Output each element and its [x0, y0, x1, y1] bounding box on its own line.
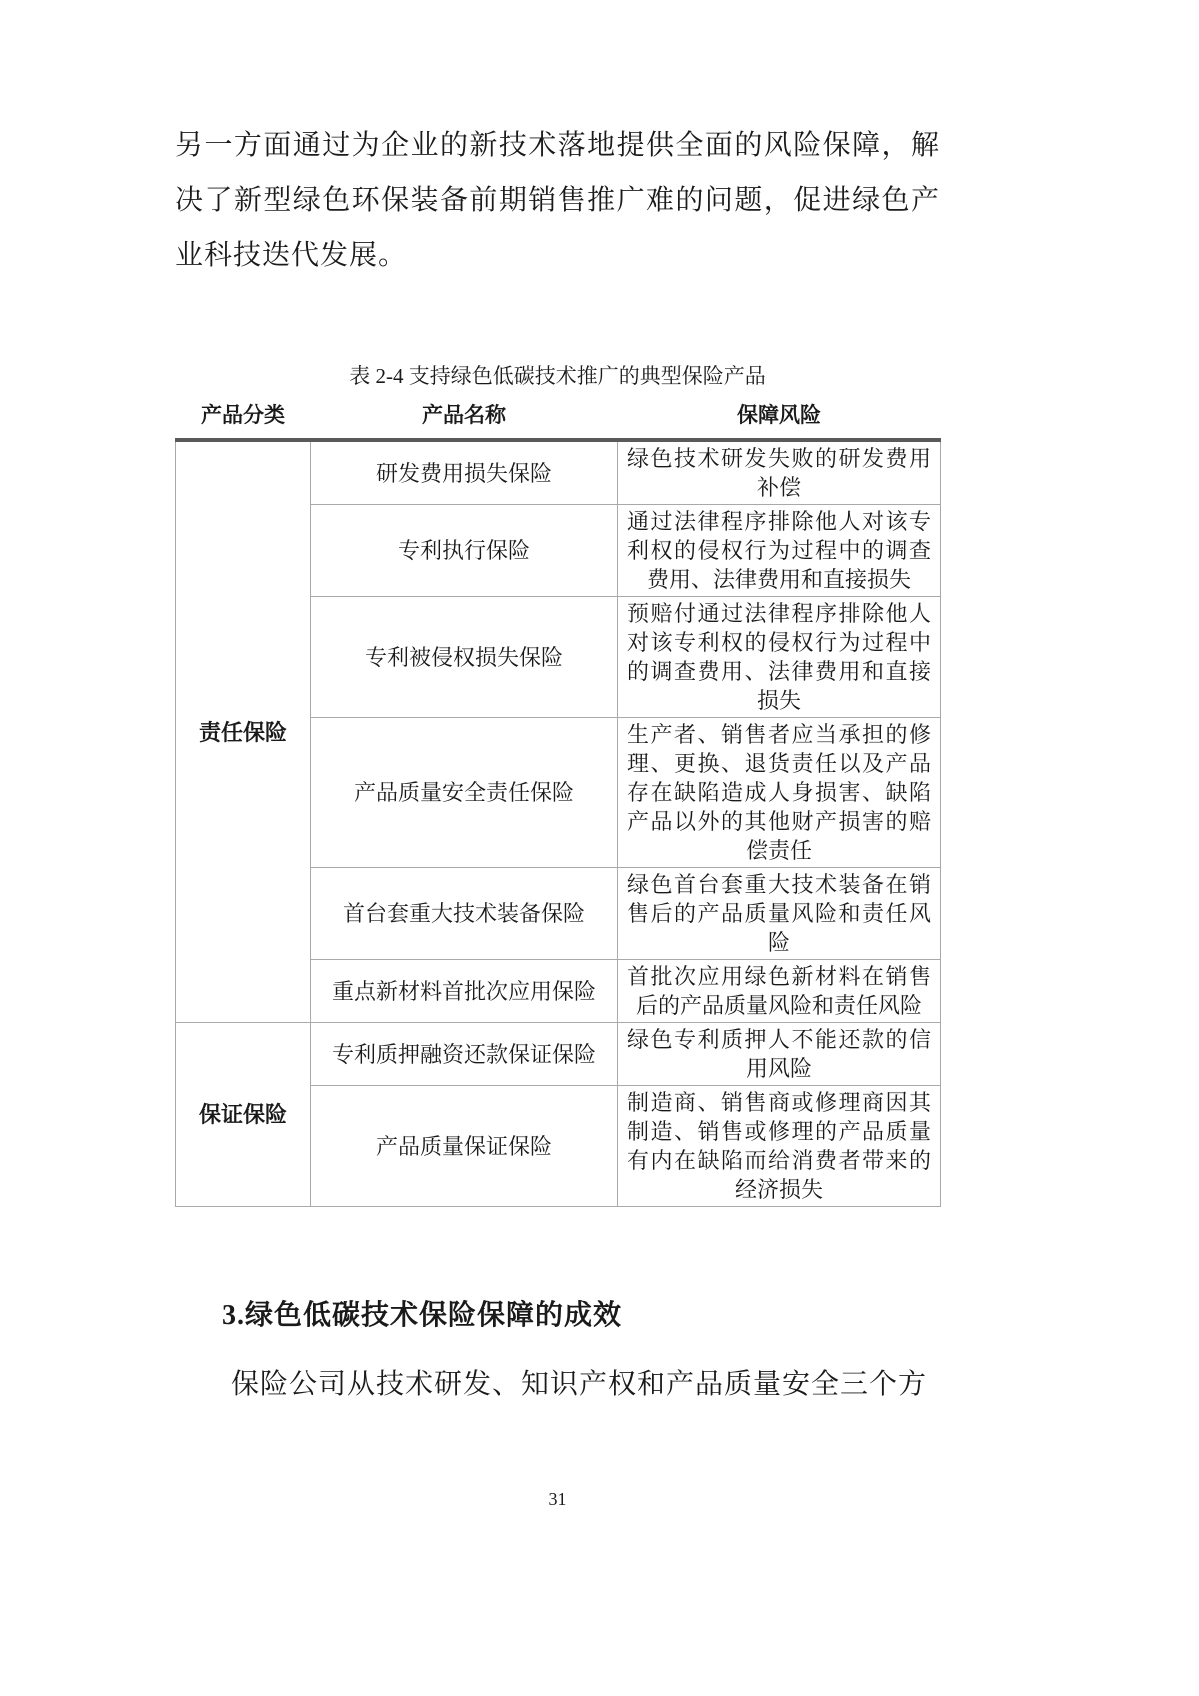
column-header-risk: 保障风险: [618, 393, 941, 440]
product-name-label: 首台套重大技术装备保险: [339, 898, 589, 929]
covered-risk-cell: 绿色技术研发失败的研发费用补偿: [618, 440, 941, 505]
table-row: [176, 1023, 941, 1086]
table-header-row: [176, 393, 941, 440]
product-name-label: 专利质押融资还款保证保险: [328, 1039, 600, 1070]
product-name-cell: [311, 597, 618, 718]
covered-risk-cell: 生产者、销售者应当承担的修理、更换、退货责任以及产品存在缺陷造成人身损害、缺陷产品以外的其他财产损害的赔偿责任: [618, 718, 941, 868]
category-cell: [176, 440, 311, 1023]
covered-risk-cell: 绿色专利质押人不能还款的信用风险: [618, 1023, 941, 1086]
section-paragraph: 保险公司从技术研发、知识产权和产品质量安全三个方: [231, 1369, 928, 1400]
covered-risk-cell: 预赔付通过法律程序排除他人对该专利权的侵权行为过程中的调查费用、法律费用和直接损失: [618, 597, 941, 718]
covered-risk-cell: 绿色首台套重大技术装备在销售后的产品质量风险和责任风险: [618, 868, 941, 960]
table-caption: 表 2-4 支持绿色低碳技术推广的典型保险产品: [349, 364, 766, 388]
column-header-product: 产品名称: [311, 393, 618, 440]
category-label: 责任保险: [195, 717, 291, 748]
product-name-cell: [311, 1023, 618, 1086]
page-number: 31: [548, 1489, 567, 1509]
product-name-cell: [311, 440, 618, 505]
page-content: [175, 0, 940, 1412]
covered-risk-cell: 首批次应用绿色新材料在销售后的产品质量风险和责任风险: [618, 960, 941, 1023]
covered-risk-cell: 制造商、销售商或修理商因其制造、销售或修理的产品质量有内在缺陷而给消费者带来的经济损失: [618, 1086, 941, 1207]
covered-risk-cell: 通过法律程序排除他人对该专利权的侵权行为过程中的调查费用、法律费用和直接损失: [618, 505, 941, 597]
product-name-cell: 产品质量保证保险: [311, 1086, 618, 1207]
product-name-label: 研发费用损失保险: [372, 458, 556, 489]
section-heading: 3.绿色低碳技术保险保障的成效: [222, 1300, 623, 1331]
product-name-label: 专利被侵权损失保险: [361, 642, 567, 673]
category-cell: [176, 1023, 311, 1207]
product-name-cell: 专利执行保险: [311, 505, 618, 597]
column-header-category: 产品分类: [176, 393, 311, 440]
product-name-cell: [311, 868, 618, 960]
table-body: [176, 440, 941, 1207]
product-name-cell: 重点新材料首批次应用保险: [311, 960, 618, 1023]
product-name-cell: 产品质量安全责任保险: [311, 718, 618, 868]
table-row: [176, 440, 941, 505]
insurance-products-table: [175, 393, 941, 1207]
top-paragraph: 另一方面通过为企业的新技术落地提供全面的风险保障，解决了新型绿色环保装备前期销售推广难的问题，促进绿色产业科技迭代发展。: [175, 130, 940, 271]
category-label: 保证保险: [195, 1099, 291, 1130]
table-header: [176, 393, 941, 440]
